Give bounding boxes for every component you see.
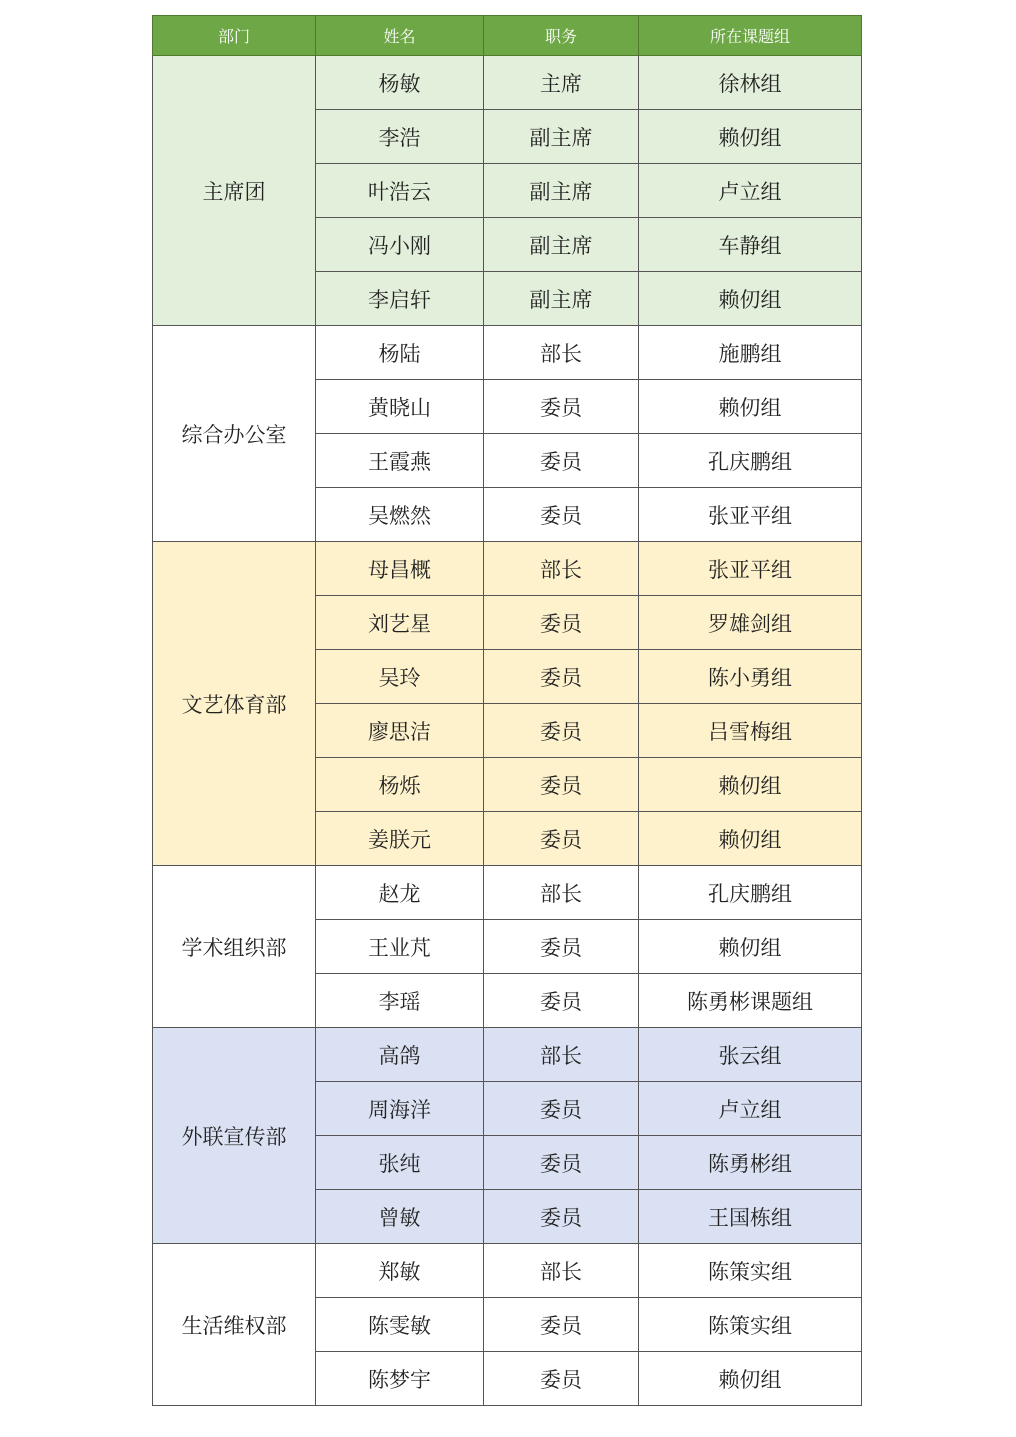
- position-cell: 委员: [484, 1082, 639, 1136]
- research-group-cell: 孔庆鹏组: [639, 866, 862, 920]
- research-group-cell: 吕雪梅组: [639, 704, 862, 758]
- research-group-cell: 赖仞组: [639, 812, 862, 866]
- position-cell: 委员: [484, 920, 639, 974]
- name-cell: 杨烁: [316, 758, 484, 812]
- header-research-group: 所在课题组: [639, 16, 862, 56]
- research-group-cell: 罗雄剑组: [639, 596, 862, 650]
- position-cell: 副主席: [484, 110, 639, 164]
- research-group-cell: 赖仞组: [639, 272, 862, 326]
- name-cell: 王业芃: [316, 920, 484, 974]
- name-cell: 叶浩云: [316, 164, 484, 218]
- position-cell: 委员: [484, 812, 639, 866]
- department-cell: 外联宣传部: [153, 1028, 316, 1244]
- name-cell: 高鸽: [316, 1028, 484, 1082]
- position-cell: 委员: [484, 1352, 639, 1406]
- research-group-cell: 赖仞组: [639, 758, 862, 812]
- name-cell: 周海洋: [316, 1082, 484, 1136]
- table-row: [153, 1028, 862, 1082]
- position-cell: 副主席: [484, 218, 639, 272]
- name-cell: 李启轩: [316, 272, 484, 326]
- research-group-cell: 卢立组: [639, 1082, 862, 1136]
- name-cell: 吴玲: [316, 650, 484, 704]
- name-cell: 张纯: [316, 1136, 484, 1190]
- position-cell: 委员: [484, 1190, 639, 1244]
- department-cell: 文艺体育部: [153, 542, 316, 866]
- position-cell: 委员: [484, 1136, 639, 1190]
- department-cell: 主席团: [153, 56, 316, 326]
- department-cell: 生活维权部: [153, 1244, 316, 1406]
- name-cell: 李浩: [316, 110, 484, 164]
- name-cell: 李瑶: [316, 974, 484, 1028]
- research-group-cell: 陈勇彬组: [639, 1136, 862, 1190]
- name-cell: 母昌概: [316, 542, 484, 596]
- research-group-cell: 陈小勇组: [639, 650, 862, 704]
- research-group-cell: 张亚平组: [639, 542, 862, 596]
- table-row: [153, 1244, 862, 1298]
- research-group-cell: 赖仞组: [639, 110, 862, 164]
- research-group-cell: 陈策实组: [639, 1244, 862, 1298]
- research-group-cell: 施鹏组: [639, 326, 862, 380]
- table-header: [153, 16, 862, 56]
- table-row: [153, 866, 862, 920]
- position-cell: 委员: [484, 1298, 639, 1352]
- position-cell: 副主席: [484, 164, 639, 218]
- name-cell: 陈雯敏: [316, 1298, 484, 1352]
- research-group-cell: 陈策实组: [639, 1298, 862, 1352]
- name-cell: 郑敏: [316, 1244, 484, 1298]
- department-cell: 综合办公室: [153, 326, 316, 542]
- name-cell: 陈梦宇: [316, 1352, 484, 1406]
- name-cell: 黄晓山: [316, 380, 484, 434]
- table-body: [153, 56, 862, 1406]
- name-cell: 王霞燕: [316, 434, 484, 488]
- position-cell: 部长: [484, 1244, 639, 1298]
- research-group-cell: 赖仞组: [639, 920, 862, 974]
- member-table: [152, 15, 862, 1406]
- position-cell: 委员: [484, 488, 639, 542]
- name-cell: 刘艺星: [316, 596, 484, 650]
- position-cell: 部长: [484, 542, 639, 596]
- research-group-cell: 孔庆鹏组: [639, 434, 862, 488]
- department-cell: 学术组织部: [153, 866, 316, 1028]
- position-cell: 委员: [484, 974, 639, 1028]
- position-cell: 主席: [484, 56, 639, 110]
- position-cell: 委员: [484, 704, 639, 758]
- research-group-cell: 车静组: [639, 218, 862, 272]
- research-group-cell: 张云组: [639, 1028, 862, 1082]
- header-name: 姓名: [316, 16, 484, 56]
- research-group-cell: 卢立组: [639, 164, 862, 218]
- name-cell: 廖思洁: [316, 704, 484, 758]
- name-cell: 姜朕元: [316, 812, 484, 866]
- name-cell: 曾敏: [316, 1190, 484, 1244]
- name-cell: 杨敏: [316, 56, 484, 110]
- position-cell: 部长: [484, 866, 639, 920]
- name-cell: 杨陆: [316, 326, 484, 380]
- table-row: [153, 56, 862, 110]
- position-cell: 委员: [484, 380, 639, 434]
- header-position: 职务: [484, 16, 639, 56]
- research-group-cell: 张亚平组: [639, 488, 862, 542]
- research-group-cell: 王国栋组: [639, 1190, 862, 1244]
- position-cell: 委员: [484, 434, 639, 488]
- header-department: 部门: [153, 16, 316, 56]
- table-row: [153, 326, 862, 380]
- position-cell: 委员: [484, 650, 639, 704]
- position-cell: 部长: [484, 1028, 639, 1082]
- name-cell: 吴燃然: [316, 488, 484, 542]
- position-cell: 部长: [484, 326, 639, 380]
- position-cell: 副主席: [484, 272, 639, 326]
- research-group-cell: 陈勇彬课题组: [639, 974, 862, 1028]
- position-cell: 委员: [484, 596, 639, 650]
- name-cell: 冯小刚: [316, 218, 484, 272]
- name-cell: 赵龙: [316, 866, 484, 920]
- research-group-cell: 赖仞组: [639, 1352, 862, 1406]
- position-cell: 委员: [484, 758, 639, 812]
- table-row: [153, 542, 862, 596]
- research-group-cell: 徐林组: [639, 56, 862, 110]
- research-group-cell: 赖仞组: [639, 380, 862, 434]
